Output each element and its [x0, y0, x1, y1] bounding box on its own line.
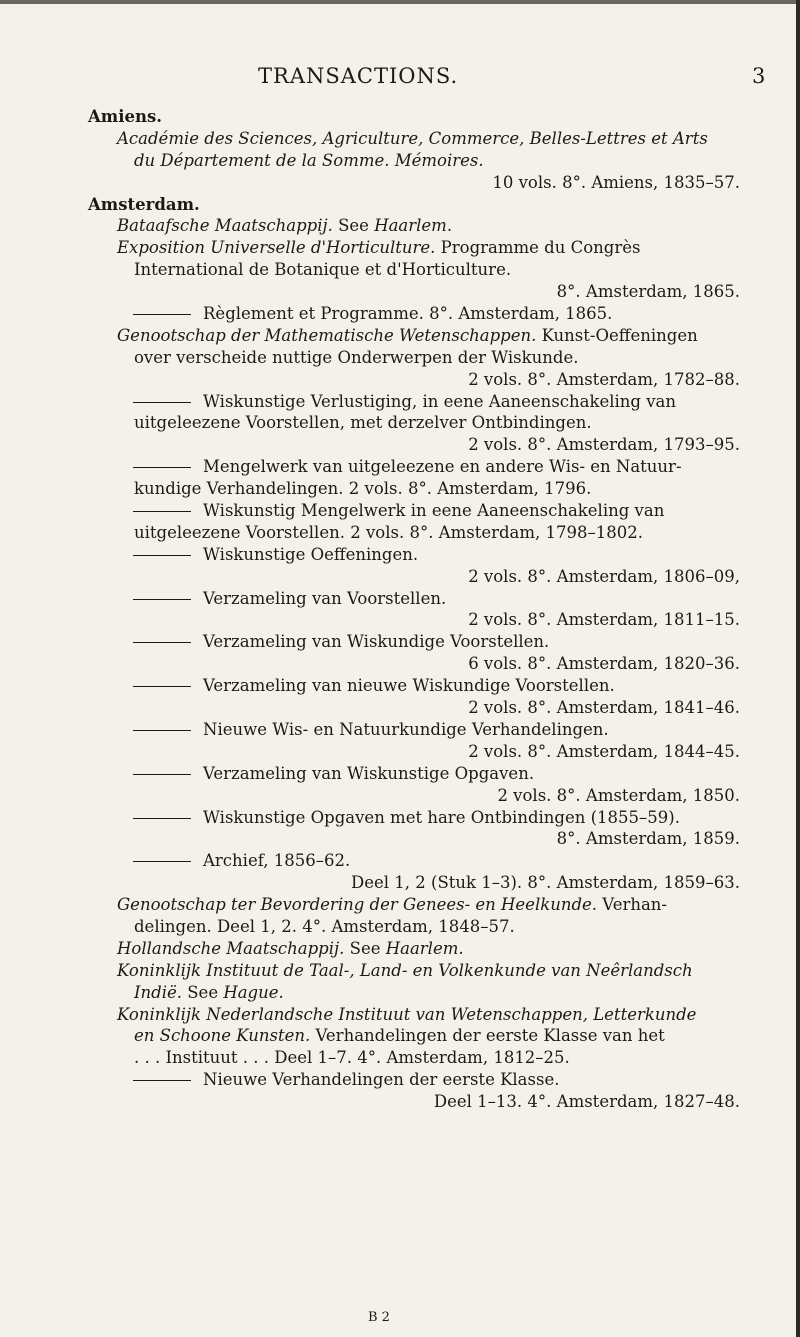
ditto-dash — [133, 467, 191, 468]
entry-text: Koninklijk Nederlandsche Instituut van Wetenschappen, Letterkunde — [117, 1004, 697, 1024]
ditto-dash — [133, 861, 191, 862]
entry-text: Genootschap der Mathematische Wetenschappen. — [117, 325, 537, 345]
entry-text: Deel 1–13. 4°. Amsterdam, 1827–48. — [433, 1092, 740, 1112]
running-head — [0, 64, 800, 94]
entry-text: delingen. Deel 1, 2. 4°. Amsterdam, 1848–57. — [134, 916, 515, 936]
entry-text: Hague. — [223, 982, 284, 1002]
entry-text: over verscheide nuttige Onderwerpen der Wiskunde. — [134, 347, 579, 367]
ditto-dash — [133, 686, 191, 687]
catalogue-entries — [88, 106, 740, 1113]
entry-line — [88, 544, 740, 566]
entry-line — [88, 391, 740, 413]
entry-text: Verhandelingen der eerste Klasse van het — [310, 1026, 665, 1046]
entry-line — [88, 1047, 740, 1069]
entry-text: International de Botanique et d'Horticulture. — [134, 260, 512, 280]
entry-line — [88, 675, 740, 697]
entry-text: du Département de la Somme. Mémoires. — [134, 150, 484, 170]
entry-text: Wiskunstige Verlustiging, in eene Aaneenschakeling van — [203, 391, 677, 411]
entry-line — [88, 1069, 740, 1091]
entry-line — [88, 1025, 740, 1047]
entry-line — [88, 828, 740, 850]
entry-text: Académie des Sciences, Agriculture, Commerce, Belles-Lettres et Arts — [117, 128, 708, 148]
page-edge — [796, 0, 800, 1337]
entry-line — [88, 1004, 740, 1026]
entry-line — [88, 237, 740, 259]
entry-text: uitgeleezene Voorstellen. 2 vols. 8°. Amsterdam, 1798–1802. — [134, 522, 644, 542]
entry-text: See — [344, 938, 386, 958]
entry-line — [88, 872, 740, 894]
entry-text: Hollandsche Maatschappij. — [117, 938, 345, 958]
entry-line — [88, 500, 740, 522]
entry-line — [88, 172, 740, 194]
entry-line — [88, 478, 740, 500]
entry-text: Kunst-Oeffeningen — [536, 325, 698, 345]
entry-line — [88, 303, 740, 325]
entry-text: uitgeleezene Voorstellen, met derzelver Ontbindingen. — [134, 413, 592, 433]
entry-text: 2 vols. 8°. Amsterdam, 1793–95. — [468, 435, 740, 455]
entry-text: Deel 1, 2 (Stuk 1–3). 8°. Amsterdam, 1859–63. — [351, 873, 740, 893]
entry-line — [88, 347, 740, 369]
entry-text: Wiskunstige Opgaven met hare Ontbindingen (1855–59). — [203, 807, 680, 827]
entry-line — [88, 150, 740, 172]
ditto-dash — [133, 642, 191, 643]
ditto-dash — [133, 599, 191, 600]
entry-line — [88, 785, 740, 807]
entry-line — [88, 631, 740, 653]
entry-text: Haarlem. — [385, 938, 464, 958]
entry-text: Archief, 1856–62. — [203, 851, 351, 871]
top-border — [0, 0, 800, 4]
entry-text: Bataafsche Maatschappij. — [117, 216, 333, 236]
entry-text: Wiskunstige Oeffeningen. — [203, 544, 419, 564]
entry-line — [88, 916, 740, 938]
entry-text: en Schoone Kunsten. — [134, 1026, 311, 1046]
entry-line — [88, 128, 740, 150]
entry-text: 2 vols. 8°. Amsterdam, 1782–88. — [468, 369, 740, 389]
entry-text: 2 vols. 8°. Amsterdam, 1841–46. — [468, 698, 740, 718]
entry-line — [88, 281, 740, 303]
entry-text: Verzameling van Wiskundige Voorstellen. — [203, 632, 550, 652]
entry-line — [88, 522, 740, 544]
entry-text: Nieuwe Wis- en Natuurkundige Verhandelingen. — [203, 719, 609, 739]
entry-text: . . . Instituut . . . Deel 1–7. 4°. Amsterdam, 1812–25. — [134, 1048, 570, 1068]
entry-line — [88, 807, 740, 829]
entry-text: Verzameling van Wiskunstige Opgaven. — [203, 763, 535, 783]
ditto-dash — [133, 402, 191, 403]
entry-line — [88, 960, 740, 982]
entry-text: 8°. Amsterdam, 1859. — [556, 829, 740, 849]
entry-text: Wiskunstig Mengelwerk in eene Aaneenschakeling van — [203, 501, 665, 521]
entry-line — [88, 106, 740, 128]
entry-line — [88, 194, 740, 216]
ditto-dash — [133, 555, 191, 556]
ditto-dash — [133, 818, 191, 819]
ditto-dash — [133, 730, 191, 731]
page-number: 3 — [752, 64, 766, 88]
entry-text: 2 vols. 8°. Amsterdam, 1806–09, — [468, 566, 740, 586]
entry-text: Koninklijk Instituut de Taal-, Land- en Volkenkunde van Neêrlandsch — [117, 960, 693, 980]
entry-line — [88, 412, 740, 434]
entry-line — [88, 566, 740, 588]
entry-line — [88, 938, 740, 960]
entry-text: Règlement et Programme. 8°. Amsterdam, 1865. — [203, 304, 613, 324]
entry-text: Haarlem. — [374, 216, 453, 236]
entry-text: Exposition Universelle d'Horticulture. — [117, 238, 436, 258]
signature-mark: B 2 — [368, 1310, 390, 1325]
entry-line — [88, 982, 740, 1004]
entry-line — [88, 369, 740, 391]
entry-text: 2 vols. 8°. Amsterdam, 1844–45. — [468, 741, 740, 761]
entry-text: Mengelwerk van uitgeleezene en andere Wis- en Natuur- — [203, 457, 682, 477]
entry-text: Nieuwe Verhandelingen der eerste Klasse. — [203, 1070, 560, 1090]
entry-line — [88, 588, 740, 610]
entry-text: Verhan- — [597, 895, 668, 915]
entry-line — [88, 763, 740, 785]
entry-line — [88, 609, 740, 631]
entry-text: Verzameling van nieuwe Wiskundige Voorstellen. — [203, 676, 615, 696]
entry-line — [88, 850, 740, 872]
entry-line — [88, 697, 740, 719]
running-head-title: TRANSACTIONS. — [258, 64, 459, 88]
entry-text: 6 vols. 8°. Amsterdam, 1820–36. — [468, 654, 740, 674]
entry-text: 2 vols. 8°. Amsterdam, 1850. — [497, 785, 740, 805]
entry-line — [88, 1091, 740, 1113]
ditto-dash — [133, 774, 191, 775]
entry-text: kundige Verhandelingen. 2 vols. 8°. Amsterdam, 1796. — [134, 479, 592, 499]
entry-text: Programme du Congrès — [435, 238, 641, 258]
entry-text: Genootschap ter Bevordering der Genees- en Heelkunde. — [117, 895, 598, 915]
ditto-dash — [133, 511, 191, 512]
entry-text: See — [182, 982, 224, 1002]
entry-text: 10 vols. 8°. Amiens, 1835–57. — [492, 172, 740, 192]
entry-text: 8°. Amsterdam, 1865. — [556, 282, 740, 302]
ditto-dash — [133, 1080, 191, 1081]
entry-line — [88, 434, 740, 456]
entry-text: Indië. — [134, 982, 182, 1002]
entry-text: Verzameling van Voorstellen. — [203, 588, 447, 608]
entry-text: Amiens. — [88, 107, 163, 126]
entry-line — [88, 259, 740, 281]
entry-line — [88, 456, 740, 478]
ditto-dash — [133, 314, 191, 315]
entry-text: See — [332, 216, 375, 236]
entry-line — [88, 653, 740, 675]
entry-line — [88, 741, 740, 763]
entry-text: 2 vols. 8°. Amsterdam, 1811–15. — [468, 610, 740, 630]
entry-line — [88, 215, 740, 237]
entry-text: Amsterdam. — [88, 194, 200, 214]
entry-line — [88, 325, 740, 347]
entry-line — [88, 719, 740, 741]
entry-line — [88, 894, 740, 916]
